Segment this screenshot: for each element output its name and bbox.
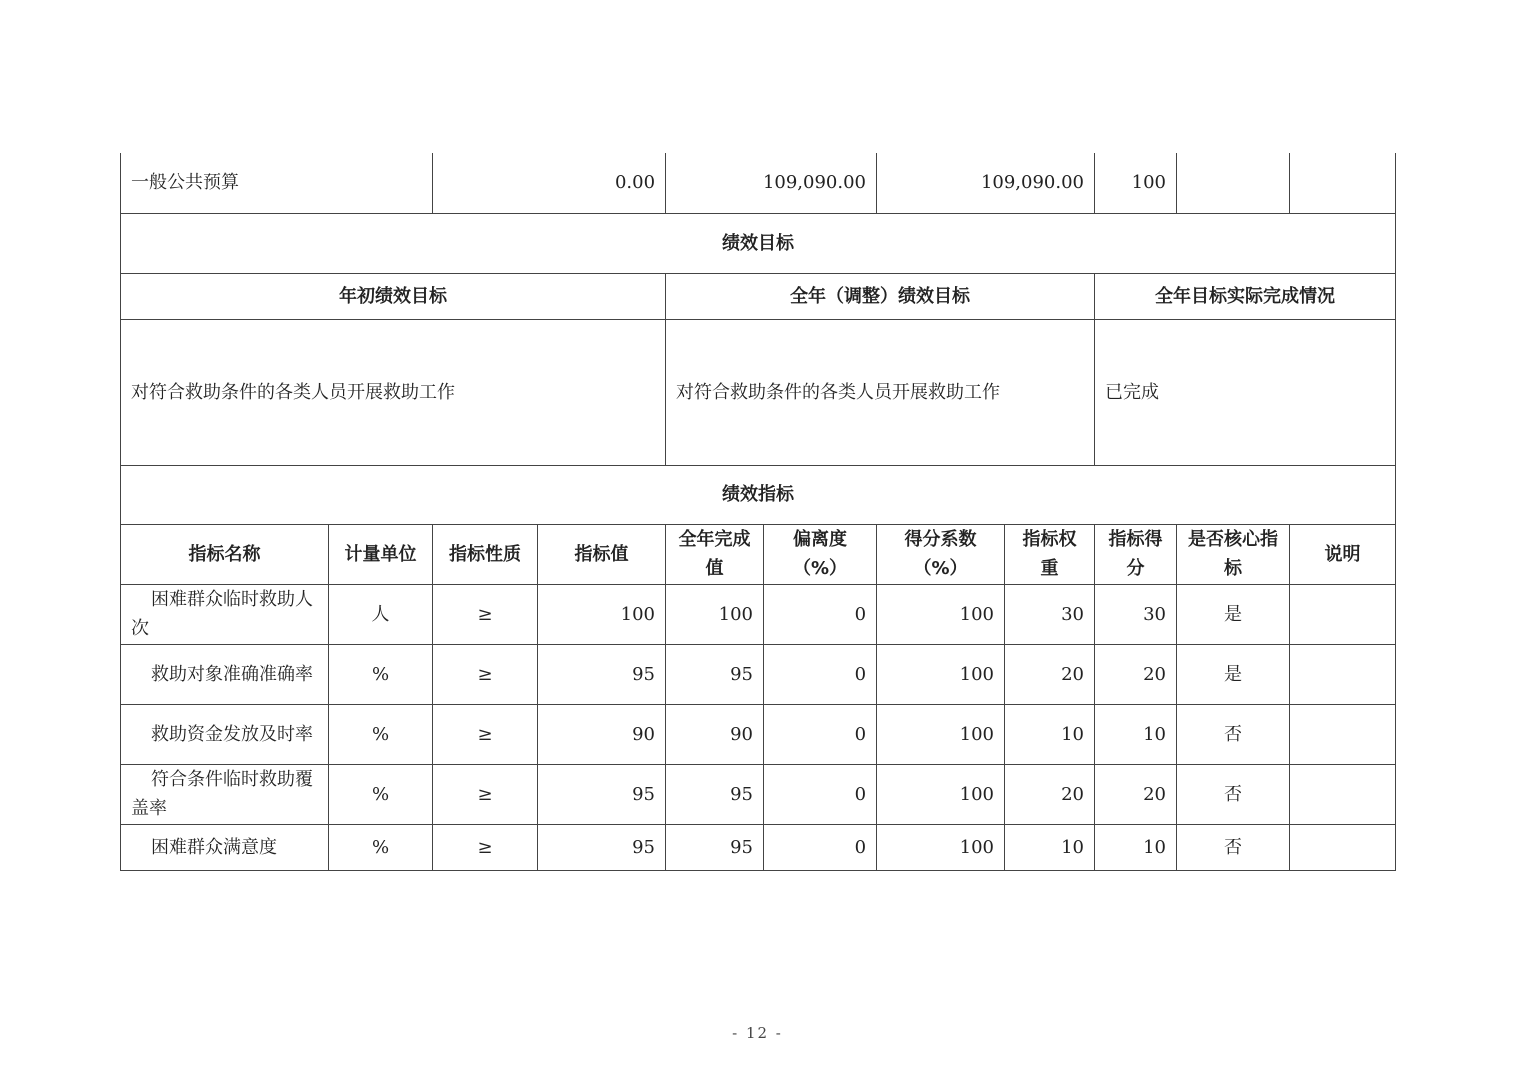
indicator-name: 困难群众满意度 xyxy=(121,824,329,870)
budget-value-1: 0.00 xyxy=(433,153,666,213)
indicators-section-title: 绩效指标 xyxy=(121,465,1396,524)
indicator-deviation: 0 xyxy=(764,764,877,824)
indicator-actual: 95 xyxy=(666,764,764,824)
table-row xyxy=(121,584,1396,644)
goal-completion-text: 已完成 xyxy=(1095,319,1396,465)
indicator-target: 100 xyxy=(538,584,666,644)
goals-header-adjusted: 全年（调整）绩效目标 xyxy=(666,273,1095,319)
indicator-actual: 95 xyxy=(666,644,764,704)
header-indicator-name: 指标名称 xyxy=(121,524,329,584)
indicator-coefficient: 100 xyxy=(877,824,1005,870)
indicator-unit: % xyxy=(329,644,433,704)
table-row xyxy=(121,704,1396,764)
indicator-actual: 95 xyxy=(666,824,764,870)
budget-label: 一般公共预算 xyxy=(121,153,433,213)
header-nature: 指标性质 xyxy=(433,524,538,584)
indicator-name: 符合条件临时救助覆盖率 xyxy=(121,764,329,824)
header-deviation: 偏离度（%） xyxy=(764,524,877,584)
header-note: 说明 xyxy=(1290,524,1396,584)
indicator-weight: 30 xyxy=(1005,584,1095,644)
header-coefficient: 得分系数（%） xyxy=(877,524,1005,584)
indicator-weight: 20 xyxy=(1005,644,1095,704)
indicator-name: 困难群众临时救助人次 xyxy=(121,584,329,644)
indicator-weight: 20 xyxy=(1005,764,1095,824)
goals-header-completion: 全年目标实际完成情况 xyxy=(1095,273,1396,319)
header-unit: 计量单位 xyxy=(329,524,433,584)
goals-section-title: 绩效目标 xyxy=(121,213,1396,273)
indicator-actual: 90 xyxy=(666,704,764,764)
table-row xyxy=(121,764,1396,824)
indicator-note xyxy=(1290,704,1396,764)
indicator-note xyxy=(1290,824,1396,870)
indicator-target: 95 xyxy=(538,764,666,824)
indicator-note xyxy=(1290,584,1396,644)
header-weight: 指标权重 xyxy=(1005,524,1095,584)
indicator-name: 救助对象准确准确率 xyxy=(121,644,329,704)
indicator-target: 95 xyxy=(538,644,666,704)
indicator-target: 95 xyxy=(538,824,666,870)
header-target: 指标值 xyxy=(538,524,666,584)
budget-value-5 xyxy=(1177,153,1290,213)
indicator-unit: % xyxy=(329,824,433,870)
budget-value-4: 100 xyxy=(1095,153,1177,213)
goal-initial-text: 对符合救助条件的各类人员开展救助工作 xyxy=(121,319,666,465)
indicator-deviation: 0 xyxy=(764,824,877,870)
indicator-unit: 人 xyxy=(329,584,433,644)
indicator-core: 否 xyxy=(1177,704,1290,764)
budget-value-2: 109,090.00 xyxy=(666,153,877,213)
page-number: - 12 - xyxy=(732,1024,783,1042)
budget-value-6 xyxy=(1290,153,1396,213)
table-row xyxy=(121,644,1396,704)
indicator-target: 90 xyxy=(538,704,666,764)
performance-table xyxy=(120,153,1396,871)
indicator-note xyxy=(1290,644,1396,704)
indicator-nature: ≥ xyxy=(433,704,538,764)
budget-value-3: 109,090.00 xyxy=(877,153,1095,213)
indicator-score: 20 xyxy=(1095,644,1177,704)
indicator-deviation: 0 xyxy=(764,584,877,644)
indicators-header-row xyxy=(121,524,1396,584)
indicator-nature: ≥ xyxy=(433,584,538,644)
table-row xyxy=(121,824,1396,870)
budget-row xyxy=(121,153,1396,213)
goals-header-initial: 年初绩效目标 xyxy=(121,273,666,319)
indicator-unit: % xyxy=(329,704,433,764)
indicator-coefficient: 100 xyxy=(877,644,1005,704)
indicator-core: 是 xyxy=(1177,644,1290,704)
indicator-core: 是 xyxy=(1177,584,1290,644)
indicator-weight: 10 xyxy=(1005,824,1095,870)
indicator-nature: ≥ xyxy=(433,764,538,824)
indicator-score: 10 xyxy=(1095,704,1177,764)
header-score: 指标得分 xyxy=(1095,524,1177,584)
header-core: 是否核心指标 xyxy=(1177,524,1290,584)
indicator-unit: % xyxy=(329,764,433,824)
indicator-deviation: 0 xyxy=(764,704,877,764)
header-actual: 全年完成值 xyxy=(666,524,764,584)
indicator-score: 30 xyxy=(1095,584,1177,644)
indicator-nature: ≥ xyxy=(433,644,538,704)
indicator-score: 20 xyxy=(1095,764,1177,824)
indicator-core: 否 xyxy=(1177,824,1290,870)
indicator-coefficient: 100 xyxy=(877,704,1005,764)
indicator-coefficient: 100 xyxy=(877,584,1005,644)
indicator-deviation: 0 xyxy=(764,644,877,704)
indicator-name: 救助资金发放及时率 xyxy=(121,704,329,764)
indicator-weight: 10 xyxy=(1005,704,1095,764)
indicator-nature: ≥ xyxy=(433,824,538,870)
indicator-score: 10 xyxy=(1095,824,1177,870)
goal-adjusted-text: 对符合救助条件的各类人员开展救助工作 xyxy=(666,319,1095,465)
indicator-coefficient: 100 xyxy=(877,764,1005,824)
indicator-actual: 100 xyxy=(666,584,764,644)
indicator-note xyxy=(1290,764,1396,824)
indicator-core: 否 xyxy=(1177,764,1290,824)
